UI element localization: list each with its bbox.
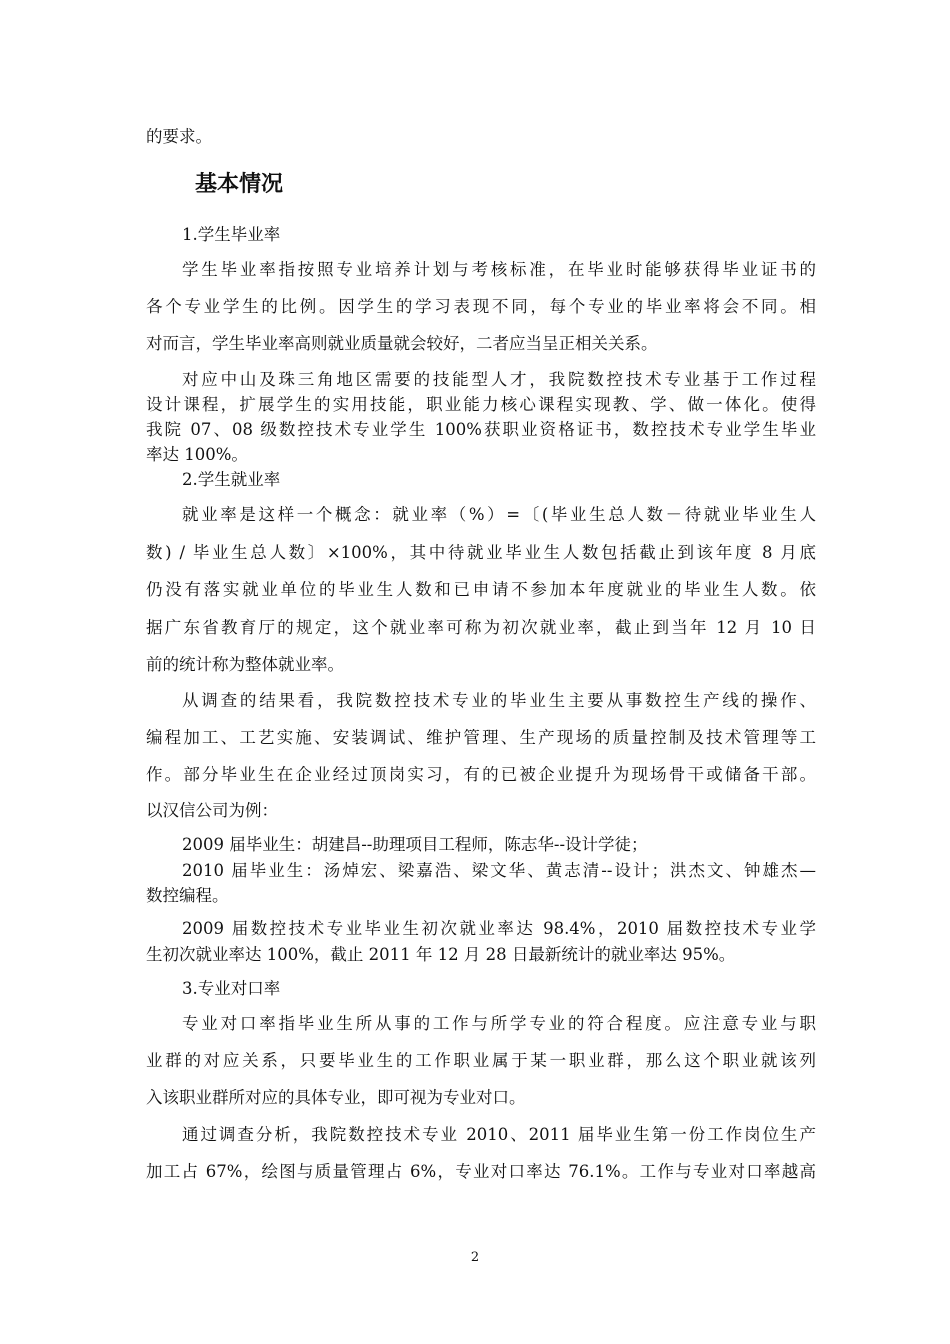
paragraph-line: 前的统计称为整体就业率。: [146, 655, 344, 674]
paragraph-line: 设计课程，扩展学生的实用技能，职业能力核心课程实现教、学、做一体化。使得: [146, 395, 816, 414]
paragraph-line: 以汉信公司为例：: [146, 801, 278, 820]
paragraph-line: 就业率是这样一个概念：就业率（%）=〔(毕业生总人数－待就业毕业生人: [182, 505, 816, 524]
paragraph-line: 学生毕业率指按照专业培养计划与考核标准，在毕业时能够获得毕业证书的: [182, 260, 816, 279]
paragraph-line: 专业对口率指毕业生所从事的工作与所学专业的符合程度。应注意专业与职: [182, 1014, 816, 1033]
paragraph-line: 率达 100%。: [146, 445, 248, 464]
subsection-heading: 1.学生毕业率: [182, 225, 281, 244]
section-heading: 基本情况: [195, 172, 284, 197]
paragraph-line: 通过调查分析，我院数控技术专业 2010、2011 届毕业生第一份工作岗位生产: [182, 1125, 816, 1144]
paragraph-line: 编程加工、工艺实施、安装调试、维护管理、生产现场的质量控制及技术管理等工: [146, 728, 816, 747]
paragraph-line: 的要求。: [146, 127, 212, 146]
paragraph-line: 加工占 67%，绘图与质量管理占 6%，专业对口率达 76.1%。工作与专业对口率越高: [146, 1162, 816, 1181]
paragraph-line: 数控编程。: [146, 886, 229, 905]
paragraph-line: 数) / 毕业生总人数〕×100%，其中待就业毕业生人数包括截止到该年度 8 月底: [146, 543, 816, 562]
paragraph-line: 仍没有落实就业单位的毕业生人数和已申请不参加本年度就业的毕业生人数。依: [146, 580, 816, 599]
paragraph-line: 2010 届毕业生：汤焯宏、梁嘉浩、梁文华、黄志清--设计；洪杰文、钟雄杰—: [182, 861, 816, 880]
paragraph-line: 各个专业学生的比例。因学生的学习表现不同，每个专业的毕业率将会不同。相: [146, 297, 816, 316]
paragraph-line: 入该职业群所对应的具体专业，即可视为专业对口。: [146, 1088, 526, 1107]
paragraph-line: 从调查的结果看，我院数控技术专业的毕业生主要从事数控生产线的操作、: [182, 691, 816, 710]
paragraph-line: 我院 07、08 级数控技术专业学生 100%获职业资格证书，数控技术专业学生毕业: [146, 420, 816, 439]
paragraph-line: 业群的对应关系，只要毕业生的工作职业属于某一职业群，那么这个职业就该列: [146, 1051, 816, 1070]
subsection-heading: 2.学生就业率: [182, 470, 281, 489]
paragraph-line: 对应中山及珠三角地区需要的技能型人才，我院数控技术专业基于工作过程: [182, 370, 816, 389]
paragraph-line: 2009 届毕业生：胡建昌--助理项目工程师，陈志华--设计学徒；: [182, 835, 648, 854]
paragraph-line: 生初次就业率达 100%，截止 2011 年 12 月 28 日最新统计的就业率达 95%。: [146, 945, 736, 964]
paragraph-line: 据广东省教育厅的规定，这个就业率可称为初次就业率，截止到当年 12 月 10 日: [146, 618, 816, 637]
page-number: 2: [470, 1250, 480, 1265]
paragraph-line: 2009 届数控技术专业毕业生初次就业率达 98.4%，2010 届数控技术专业学: [182, 919, 816, 938]
subsection-heading: 3.专业对口率: [182, 979, 281, 998]
paragraph-line: 作。部分毕业生在企业经过顶岗实习，有的已被企业提升为现场骨干或储备干部。: [146, 765, 816, 784]
paragraph-line: 对而言，学生毕业率高则就业质量就会较好，二者应当呈正相关关系。: [146, 334, 658, 353]
